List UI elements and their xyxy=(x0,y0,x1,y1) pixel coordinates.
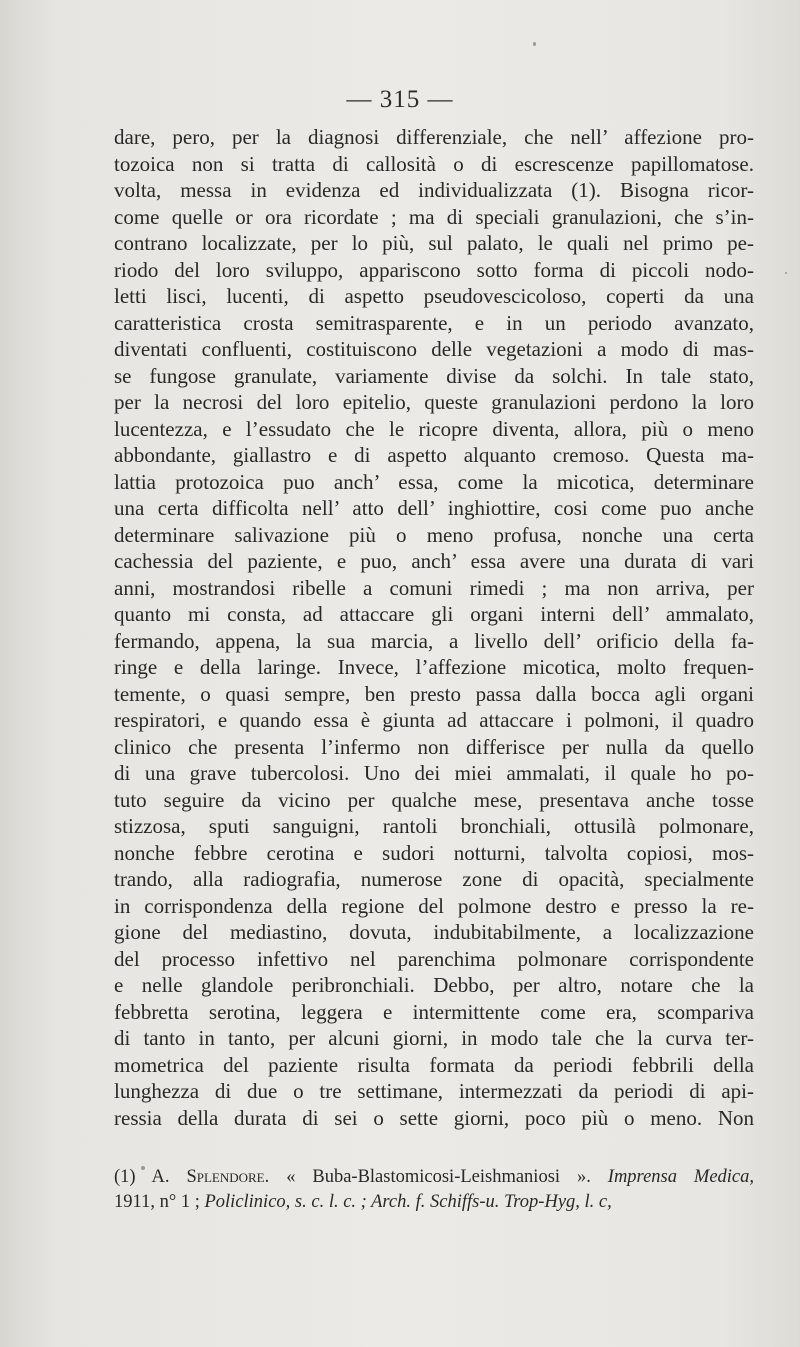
text-line: del processo infettivo nel parenchima polmonare corrispondente xyxy=(114,946,754,971)
text-line: fermando, appena, la sua marcia, a livello dell’ orificio della fa- xyxy=(114,628,754,653)
footnote-title: « Buba-Blastomicosi-Leishmaniosi ». xyxy=(286,1167,591,1187)
body-text xyxy=(114,124,754,1131)
text-line: contrano localizzate, per lo più, sul palato, le quali nel primo pe- xyxy=(114,231,754,255)
footnote-author-initial: A. xyxy=(151,1167,170,1187)
text-line: febbretta serotina, leggera e intermittente come era, scompariva xyxy=(114,999,754,1024)
text-line: caratteristica crosta semitrasparente, e in un periodo avanzato, xyxy=(114,310,754,335)
text-line: se fungose granulate, variamente divise da solchi. In tale stato, xyxy=(114,363,754,388)
footnote-journal: Imprensa Medica, xyxy=(607,1167,755,1187)
text-line: letti lisci, lucenti, di aspetto pseudovescicoloso, coperti da una xyxy=(114,284,754,308)
text-line: anni, mostrandosi ribelle a comuni rimedi ; ma non arriva, per xyxy=(114,575,754,600)
text-line: respiratori, e quando essa è giunta ad attaccare i polmoni, il quadro xyxy=(114,708,754,732)
paper-speck xyxy=(533,42,536,46)
text-line: tozoica non si tratta di callosità o di escrescenze papillomatose. xyxy=(114,151,754,176)
text-line: clinico che presenta l’infermo non differisce per nulla da quello xyxy=(114,734,754,759)
text-line: nonche febbre cerotina e sudori notturni, talvolta copiosi, mos- xyxy=(114,840,754,865)
text-line: mometrica del paziente risulta formata da periodi febbrili della xyxy=(114,1052,754,1077)
text-line: dare, pero, per la diagnosi differenziale, che nell’ affezione pro- xyxy=(114,125,754,149)
text-line: temente, o quasi sempre, ben presto passa dalla bocca agli organi xyxy=(114,681,754,706)
footnote xyxy=(114,1165,754,1215)
text-line: gione del mediastino, dovuta, indubitabilmente, a localizzazione xyxy=(114,920,754,944)
page-number: — 315 — xyxy=(346,86,454,113)
footnote-marker: (1) xyxy=(114,1167,136,1187)
text-line: riodo del loro sviluppo, appariscono sotto forma di piccoli nodo- xyxy=(114,257,754,282)
text-line: di tanto in tanto, per alcuni giorni, in modo tale che la curva ter- xyxy=(114,1026,754,1050)
text-line: tuto seguire da vicino per qualche mese, presentava anche tosse xyxy=(114,787,754,812)
text-line: determinare salivazione più o meno profusa, nonche una certa xyxy=(114,522,754,547)
footnote-references: Policlinico, s. c. l. c. ; Arch. f. Schiffs-u. Trop-Hyg, l. c, xyxy=(204,1192,612,1212)
text-line: trando, alla radiografia, numerose zone di opacità, specialmente xyxy=(114,867,754,891)
text-line: volta, messa in evidenza ed individualizzata (1). Bisogna ricor- xyxy=(114,178,754,202)
text-line: e nelle glandole peribronchiali. Debbo, per altro, notare che la xyxy=(114,973,754,997)
text-line: cachessia del paziente, e puo, anch’ essa avere una durata di vari xyxy=(114,549,754,573)
text-line: di una grave tubercolosi. Uno dei miei ammalati, il quale ho po- xyxy=(114,761,754,785)
text-line: come quelle or ora ricordate ; ma di speciali granulazioni, che s’in- xyxy=(114,204,754,229)
text-line: in corrispondenza della regione del polmone destro e presso la re- xyxy=(114,893,754,918)
text-line: abbondante, giallastro e di aspetto alquanto cremoso. Questa ma- xyxy=(114,443,754,467)
text-line: quanto mi consta, ad attaccare gli organi interni dell’ ammalato, xyxy=(114,602,754,626)
paper-speck xyxy=(785,272,787,274)
footnote-line-2 xyxy=(114,1190,754,1215)
text-line: diventati confluenti, costituiscono delle vegetazioni a modo di mas- xyxy=(114,337,754,361)
text-line: lunghezza di due o tre settimane, intermezzati da periodi di api- xyxy=(114,1079,754,1103)
text-line: una certa difficolta nell’ atto dell’ inghiottire, cosi come puo anche xyxy=(114,496,754,520)
text-line: ringe e della laringe. Invece, l’affezione micotica, molto frequen- xyxy=(114,655,754,679)
text-line: per la necrosi del loro epitelio, queste granulazioni perdono la loro xyxy=(114,390,754,414)
footnote-author-name: Splendore. xyxy=(186,1167,270,1187)
footnote-year: 1911, n° 1 ; xyxy=(114,1192,200,1212)
footnote-line-1 xyxy=(114,1165,754,1190)
text-line: lattia protozoica puo anch’ essa, come la micotica, determinare xyxy=(114,469,754,494)
text-line: ressia della durata di sei o sette giorni, poco più o meno. Non xyxy=(114,1105,754,1130)
text-line: lucentezza, e l’essudato che le ricopre diventa, allora, più o meno xyxy=(114,416,754,441)
text-line: stizzosa, sputi sanguigni, rantoli bronchiali, ottusilà polmonare, xyxy=(114,814,754,838)
